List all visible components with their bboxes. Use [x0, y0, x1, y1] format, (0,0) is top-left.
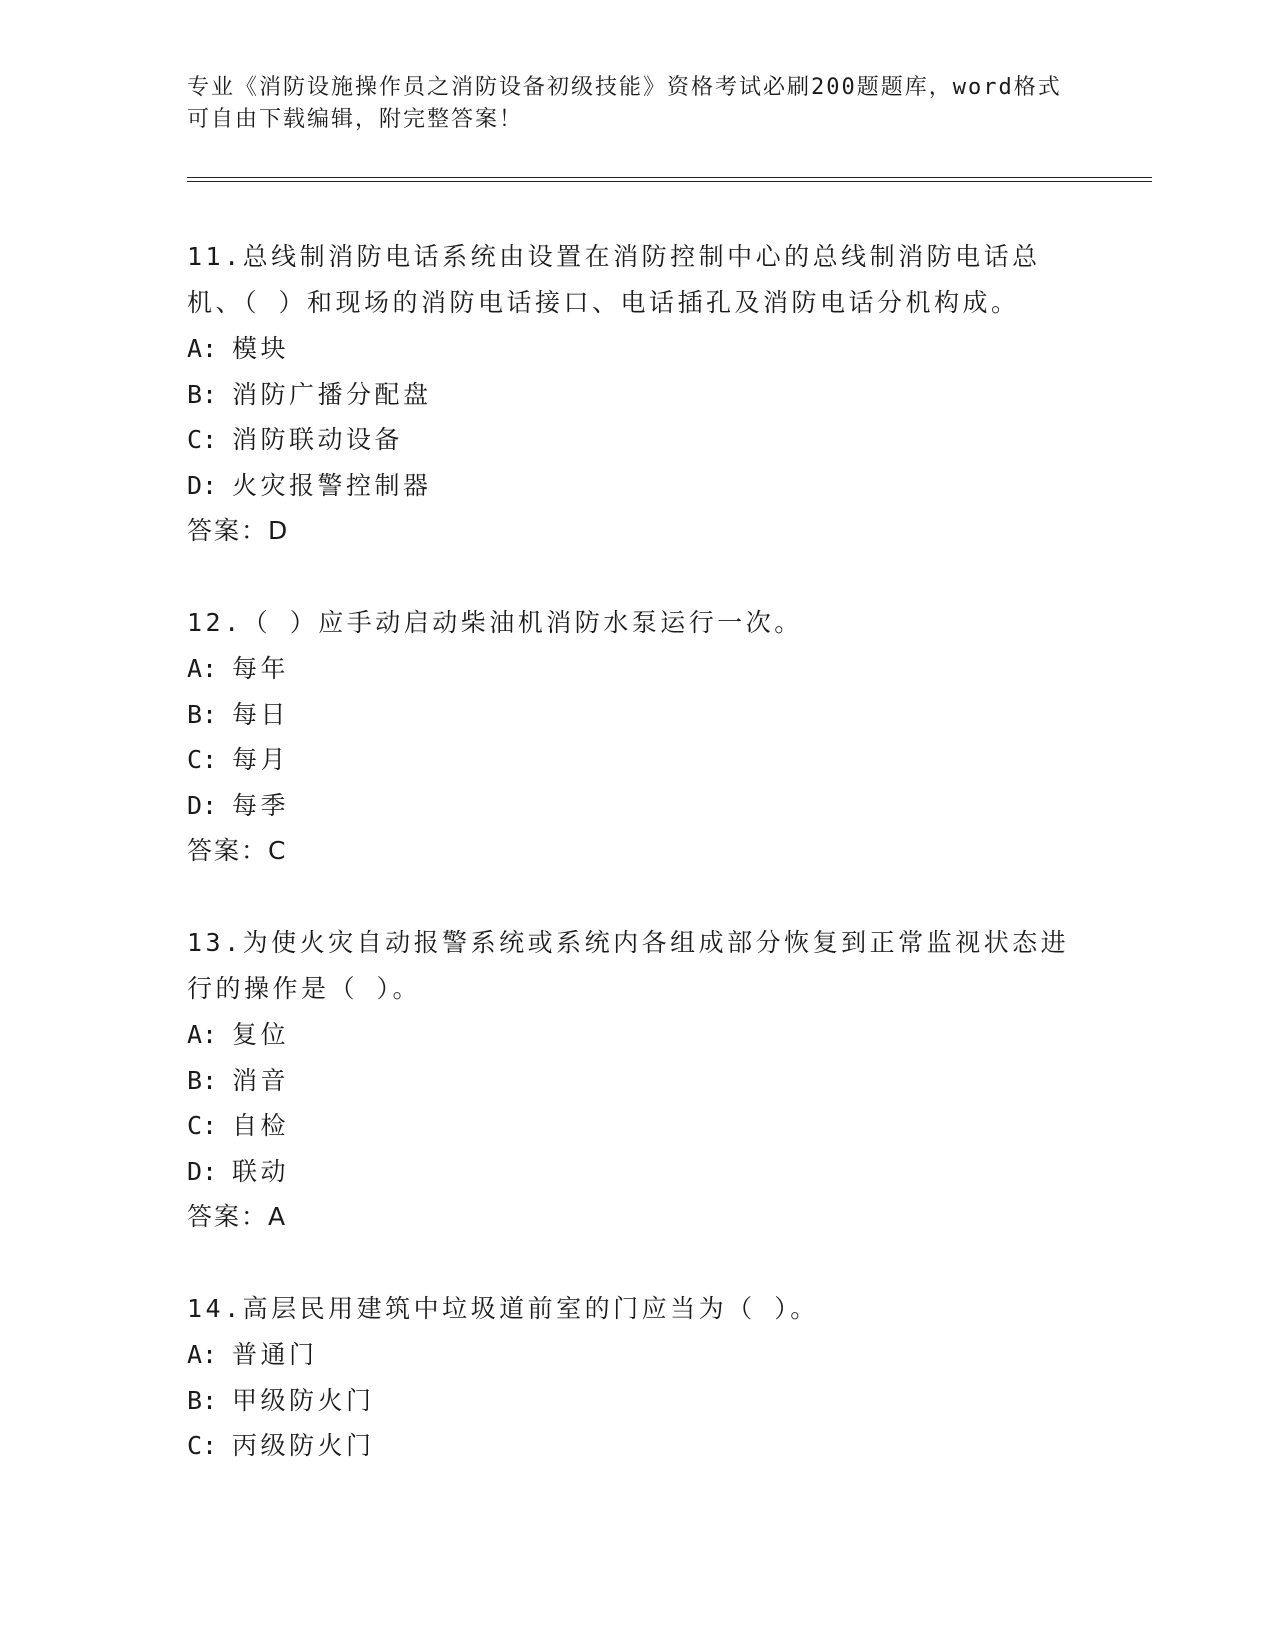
answer-line: 答案：A	[187, 1202, 288, 1231]
option-c	[187, 1103, 1087, 1149]
option-b	[187, 1058, 1087, 1104]
option-text: 消防广播分配盘	[232, 379, 432, 409]
option-text: 每月	[232, 745, 290, 774]
option-text: 甲级防火门	[232, 1385, 375, 1415]
option-text: 普通门	[232, 1340, 318, 1369]
document-intro: 专业《消防设施操作员之消防设备初级技能》资格考试必刷200题题库，word格式可自由下载编辑，附完整答案！	[187, 75, 1062, 132]
option-d	[187, 783, 1087, 829]
option-letter: C:	[187, 745, 218, 774]
option-text: 每日	[232, 699, 290, 729]
option-letter: B:	[187, 1065, 218, 1095]
option-text: 联动	[232, 1156, 290, 1186]
option-d	[187, 463, 1087, 509]
option-text: 火灾报警控制器	[232, 470, 432, 500]
question-14	[187, 1286, 1087, 1469]
option-letter: C:	[187, 425, 218, 454]
option-a	[187, 646, 1087, 692]
option-letter: A:	[187, 334, 218, 363]
question-stem: 14.高层民用建筑中垃圾道前室的门应当为（ ）。	[187, 1294, 819, 1323]
answer-line: 答案：D	[187, 516, 290, 545]
option-text: 每年	[232, 654, 290, 683]
option-a	[187, 326, 1087, 372]
option-c	[187, 1423, 1087, 1469]
option-text: 复位	[232, 1020, 290, 1049]
option-a	[187, 1332, 1087, 1378]
question-stem: 11.总线制消防电话系统由设置在消防控制中心的总线制消防电话总机、（ ）和现场的消防电话接口、电话插孔及消防电话分机构成。	[187, 242, 1041, 317]
header-divider	[187, 177, 1152, 182]
option-letter: A:	[187, 1020, 218, 1049]
option-c	[187, 417, 1087, 463]
option-d	[187, 1149, 1087, 1195]
question-stem: 12.（ ）应手动启动柴油机消防水泵运行一次。	[187, 608, 803, 637]
question-13	[187, 920, 1087, 1240]
question-11	[187, 234, 1087, 554]
option-b	[187, 692, 1087, 738]
option-text: 消防联动设备	[232, 425, 404, 454]
question-12	[187, 600, 1087, 874]
question-stem: 13.为使火灾自动报警系统或系统内各组成部分恢复到正常监视状态进行的操作是（ ）。	[187, 928, 1070, 1003]
option-letter: D:	[187, 1156, 218, 1186]
option-c	[187, 737, 1087, 783]
option-letter: C:	[187, 1431, 218, 1460]
answer-line: 答案：C	[187, 836, 288, 865]
option-letter: B:	[187, 1385, 218, 1415]
question-list	[187, 234, 1087, 1515]
option-letter: C:	[187, 1111, 218, 1140]
option-letter: A:	[187, 1340, 218, 1369]
option-text: 模块	[232, 334, 290, 363]
option-text: 每季	[232, 790, 290, 820]
option-text: 自检	[232, 1111, 290, 1140]
option-letter: B:	[187, 699, 218, 729]
option-b	[187, 1378, 1087, 1424]
option-letter: A:	[187, 654, 218, 683]
option-a	[187, 1012, 1087, 1058]
option-b	[187, 372, 1087, 418]
option-text: 消音	[232, 1065, 290, 1095]
option-letter: B:	[187, 379, 218, 409]
option-letter: D:	[187, 790, 218, 820]
option-letter: D:	[187, 470, 218, 500]
option-text: 丙级防火门	[232, 1431, 375, 1460]
